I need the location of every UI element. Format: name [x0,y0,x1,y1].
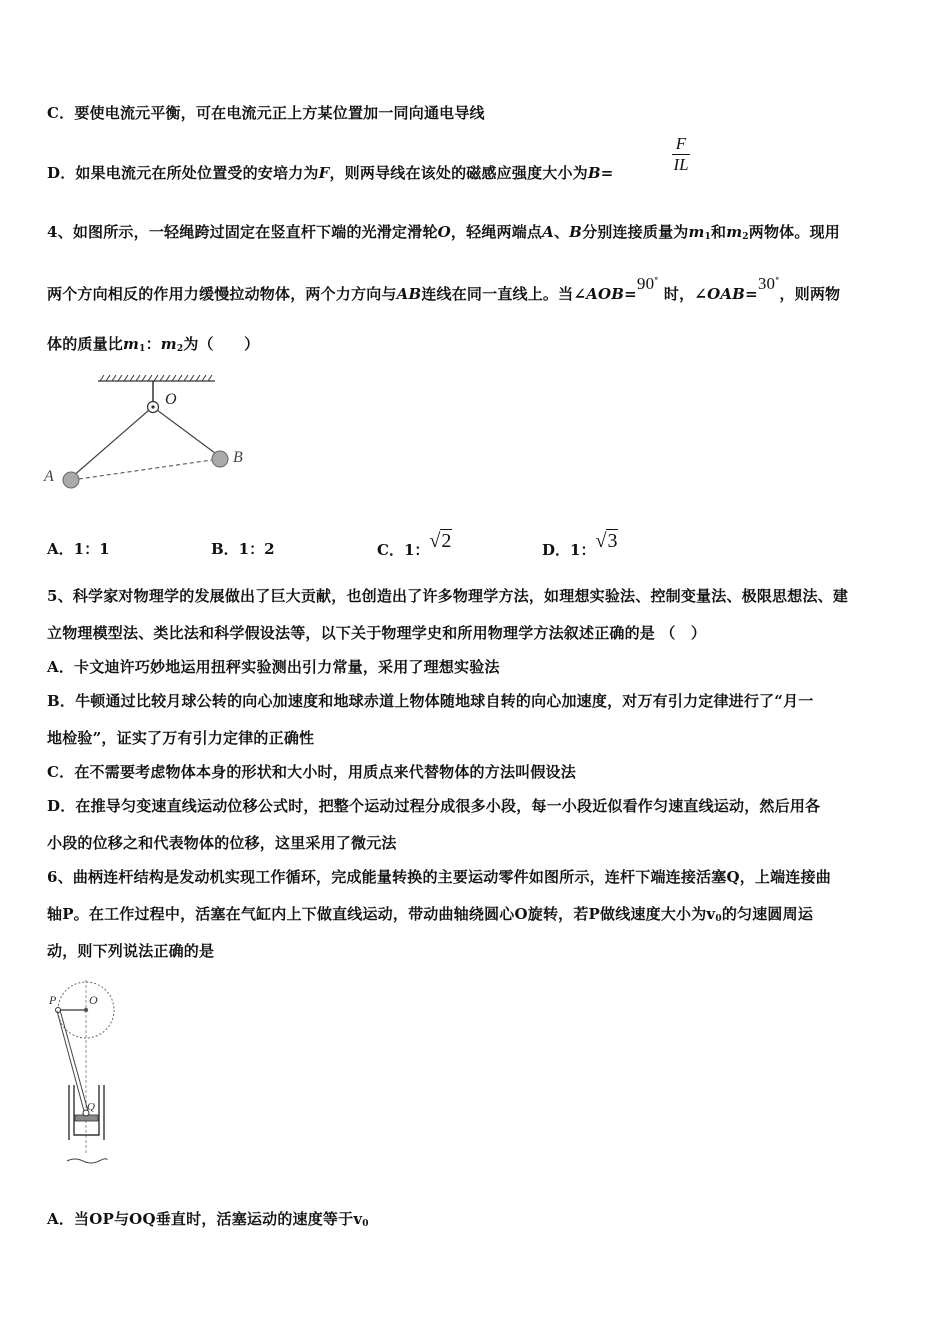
q4-option-b: B．1：2 [211,540,275,558]
q6-sub: 0 [715,914,722,924]
q4-symbol-b: B [569,223,583,241]
q4-text: 两物体。现用 [748,223,840,241]
q6-crank-figure [45,980,125,1175]
label-b: B [233,449,243,466]
q5-option-a: A．卡文迪许巧妙地运用扭秤实验测出引力常量，采用了理想实验法 [47,658,500,676]
label-o: O [89,993,98,1007]
q4-text: 和 [711,223,727,241]
cylinder-base-wave [67,1159,107,1163]
q4-text: 两个方向相反的作用力缓慢拉动物体，两个力方向与 [47,285,397,303]
label-o: O [165,391,177,408]
q4-degree: ° [775,275,780,285]
q4-angle-30: 30 [757,274,776,293]
q5-option-b-line-2: 地检验”，证实了万有引力定律的正确性 [47,729,315,747]
q6-text: 轴P。在工作过程中，活塞在气缸内上下做直线运动，带动曲轴绕圆心O旋转，若P做线速度大小为v [47,905,716,923]
q4-text: ，轻绳两端点 [450,223,543,241]
rope-oa [72,410,149,477]
q4-sub: 1 [139,344,146,354]
q4-text: 连线在同一直线上。当∠ [421,285,587,303]
q3-equals: = [600,164,614,182]
q4-text: ： [145,335,161,353]
q4-option-c [377,530,452,561]
pulley-axle [151,405,154,408]
q4-symbol-a: A [542,223,554,241]
q4-text: ，则两物 [779,285,841,303]
label-q: Q [87,1101,95,1113]
q4-symbol-aob: AOB [586,285,625,303]
q4-symbol-m2: m [726,223,743,241]
q6-option-a [47,1208,369,1229]
q4-text: = [624,285,637,303]
q5-option-d-line-2: 小段的位移之和代表物体的位移，这里采用了微元法 [47,834,397,852]
q4-text: = [745,285,758,303]
q5-line-1: 5、科学家对物理学的发展做出了巨大贡献，也创造出了许多物理学方法，如理想实验法、控制变量法、极限思想法、建 [47,587,849,605]
q4-symbol-oab: OAB [707,285,746,303]
q4-text: 为（ ） [183,335,260,353]
label-a: A [44,468,54,485]
q4-text: 体的质量比 [47,335,124,353]
q6-line-2 [47,903,813,924]
q4-line-2 [47,274,841,304]
q4-line-3 [47,333,259,354]
q4-degree: ° [654,275,659,285]
q6-sub: 0 [362,1219,369,1229]
q3-fraction-denominator: IL [673,155,689,174]
q4-text: 分别连接质量为 [582,223,689,241]
q4-text: 、 [553,223,570,241]
q4-text: 时，∠ [658,285,708,303]
rope-ob [157,410,219,456]
q4-sub: 2 [742,232,749,242]
q4-text: 4、如图所示，一轻绳跨过固定在竖直杆下端的光滑定滑轮 [47,223,438,241]
ceiling-hatch [100,375,212,381]
q6-line-3: 动，则下列说法正确的是 [47,942,215,960]
mass-b [212,451,228,467]
q4-symbol-m1: m [688,223,705,241]
q4-symbol-m1: m [123,335,140,353]
q5-line-2: 立物理模型法、类比法和科学假设法等，以下关于物理学史和所用物理学方法叙述正确的是 （ ） [47,624,707,642]
q5-option-d-line-1: D．在推导匀变速直线运动位移公式时，把整个运动过程分成很多小段，每一小段近似看作匀速直线运动，然后用各 [47,797,821,815]
q4-option-a: A．1：1 [47,540,110,558]
point-p [56,1008,61,1013]
label-p: P [49,993,57,1007]
q3-option-c: C．要使电流元平衡，可在电流元正上方某位置加一同向通电导线 [47,104,485,122]
q4-option-c-prefix: C．1： [377,541,430,559]
q4-line-1 [47,221,840,242]
q3-fraction-numerator: F [672,134,690,155]
q4-sub: 2 [176,344,184,354]
q4-symbol-ab: AB [396,285,422,303]
q3-symbol-b: B [587,164,601,182]
q5-option-b-line-1: B．牛顿通过比较月球公转的向心加速度和地球赤道上物体随地球自转的向心加速度，对万有引力定律进行了“月一 [47,692,814,710]
q5-option-c: C．在不需要考虑物体本身的形状和大小时，用质点来代替物体的方法叫假设法 [47,763,576,781]
q4-pulley-figure [40,370,260,500]
q3-symbol-f: F [318,164,330,182]
q4-option-d-prefix: D．1： [542,541,596,559]
q4-symbol-o: O [437,223,451,241]
connecting-rod-left [57,1011,84,1111]
sqrt-2: √2 [429,530,452,552]
q6-text: 的匀速圆周运 [721,905,814,923]
q3-option-d-prefix: D．如果电流元在所处位置受的安培力为 [47,164,319,182]
q4-angle-90: 90 [636,274,655,293]
dashed-line-ab [72,459,219,480]
q3-option-d [47,162,614,183]
q4-option-d [542,530,618,561]
q6-option-a-prefix: A．当OP与OQ垂直时，活塞运动的速度等于v [47,1210,363,1228]
q6-line-1: 6、曲柄连杆结构是发动机实现工作循环，完成能量转换的主要运动零件如图所示，连杆下端连接活塞Q，上端连接曲 [47,868,831,886]
mass-a [63,472,79,488]
q4-sub: 1 [704,232,712,242]
point-o [84,1008,88,1012]
q4-symbol-m2: m [160,335,177,353]
sqrt-2-radicand: 2 [441,530,452,552]
sqrt-3-radicand: 3 [607,530,618,552]
sqrt-3: √3 [595,530,618,552]
q3-fraction [672,134,690,175]
q3-option-d-mid: ，则两导线在该处的磁感应强度大小为 [329,164,588,182]
